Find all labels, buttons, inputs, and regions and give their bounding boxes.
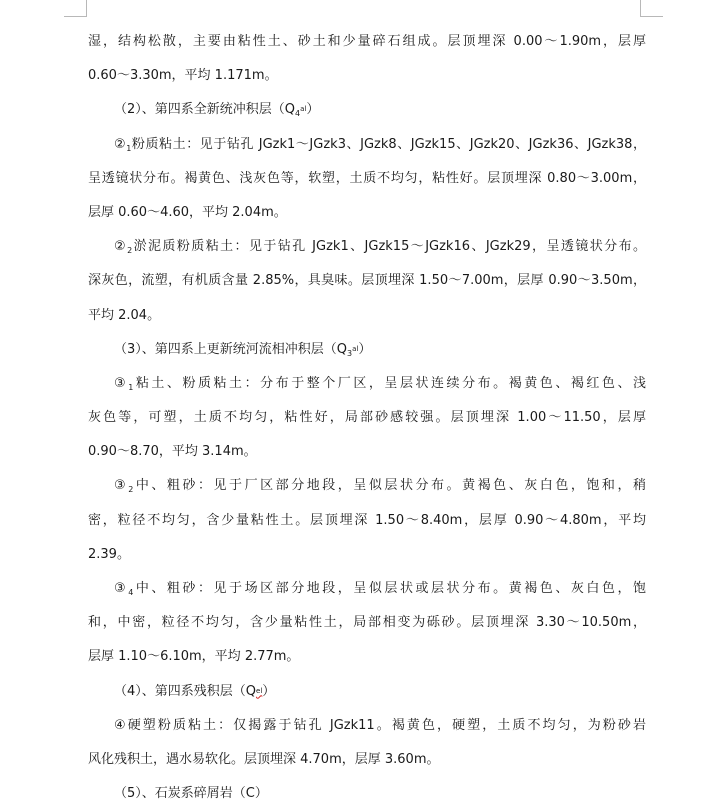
text-line (88, 59, 646, 93)
text-run: 层厚 0.60～4.60，平均 2.04m。 (88, 204, 287, 220)
text-run: 粘土、粉质粘土：分布于整个厂区，呈层状连续分布。褐黄色、褐红色、浅 (133, 375, 646, 391)
text-line (88, 504, 646, 538)
text-run: 2.39。 (88, 546, 130, 562)
text-run: 湿，结构松散，主要由粘性土、砂土和少量碎石组成。层顶埋深 0.00～1.90m，层厚 (88, 34, 646, 49)
text-line (88, 572, 646, 606)
text-line (88, 25, 646, 59)
text-run: （3）、第四系上更新统河流相冲积层（Q (114, 341, 348, 357)
text-run: 层厚 1.10～6.10m，平均 2.77m。 (88, 649, 300, 665)
text-run: ③ (114, 478, 129, 494)
text-run: 淤泥质粉质粘土：见于钻孔 JGzk1、JGzk15～JGzk16、JGzk29，呈透镜状分布。 (132, 239, 646, 255)
subscript: 2 (128, 485, 134, 495)
text-run: 灰色等，可塑，土质不均匀，粘性好，局部砂感较强。层顶埋深 1.00～11.50，层厚 (88, 410, 646, 426)
text-line (88, 435, 646, 469)
text-run: 中、粗砂：见于场区部分地段，呈似层状或层状分布。黄褐色、灰白色，饱 (133, 581, 646, 596)
text-line (88, 299, 646, 333)
text-line (88, 640, 646, 674)
section-heading-4 (88, 675, 646, 709)
text-run: 0.90～8.70，平均 3.14m。 (88, 444, 257, 460)
text-run: 密，粒径不均匀，含少量粘性土。层顶埋深 1.50～8.40m，层厚 0.90～4.80m，平均 (88, 512, 646, 528)
text-line (88, 128, 646, 162)
text-run: ③ (114, 375, 129, 391)
document-body (88, 25, 646, 811)
text-line (88, 538, 646, 572)
text-run: 平均 2.04。 (88, 307, 161, 323)
text-run: ③ (114, 581, 129, 596)
text-run: ） (262, 683, 276, 699)
text-run: 0.60～3.30m，平均 1.171m。 (88, 68, 278, 84)
margin-corner-mark-left (64, 0, 87, 17)
text-line (88, 196, 646, 230)
text-run: 粉质粘土：见于钻孔 JGzk1～JGzk3、JGzk8、JGzk15、JGzk20、JGzk36、JGzk38， (131, 136, 646, 152)
text-run: 深灰色，流塑，有机质含量 2.85%，具臭味。层顶埋深 1.50～7.00m，层厚 0.90～3.50m， (88, 273, 646, 289)
text-run: ④硬塑粉质粘土：仅揭露于钻孔 JGzk11。褐黄色，硬塑，土质不均匀，为粉砂岩 (114, 717, 646, 733)
subscript: 1 (126, 143, 132, 153)
text-run: ） (306, 102, 320, 118)
text-line (88, 367, 646, 401)
text-run: （4）、第四系残积层（Q (114, 683, 257, 699)
text-line (88, 401, 646, 435)
text-line (88, 230, 646, 264)
text-run: 和，中密，粒径不均匀，含少量粘性土，局部相变为砾砂。层顶埋深 3.30～10.50m， (88, 615, 646, 631)
subscript: 1 (128, 382, 134, 392)
superscript: al (352, 344, 359, 353)
text-line (88, 469, 646, 503)
text-line (88, 709, 646, 743)
text-line (88, 606, 646, 640)
subscript: 2 (127, 246, 133, 256)
subscript: 4 (295, 109, 301, 119)
margin-corner-mark-right (640, 0, 663, 17)
section-heading-2 (88, 93, 646, 127)
text-run: ） (358, 341, 372, 357)
text-line (88, 264, 646, 298)
text-line (88, 743, 646, 777)
section-heading-3 (88, 333, 646, 367)
superscript: al (300, 105, 307, 114)
section-heading-5 (88, 777, 646, 811)
subscript: 4 (128, 588, 134, 597)
text-run: ② (114, 239, 128, 255)
text-line (88, 162, 646, 196)
text-run: 中、粗砂：见于厂区部分地段，呈似层状分布。黄褐色、灰白色，饱和，稍 (133, 478, 646, 494)
text-run: 风化残积土，遇水易软化。层顶埋深 4.70m，层厚 3.60m。 (88, 751, 440, 767)
text-run: 呈透镜状分布。褐黄色、浅灰色等，软塑，土质不均匀，粘性好。层顶埋深 0.80～3.00m， (88, 170, 646, 186)
text-run: （5）、石炭系碎屑岩（C） (114, 786, 268, 802)
text-run: （2）、第四系全新统冲积层（Q (114, 102, 296, 118)
text-run: ② (114, 136, 127, 152)
subscript: 3 (347, 348, 353, 358)
superscript: el (256, 686, 263, 695)
